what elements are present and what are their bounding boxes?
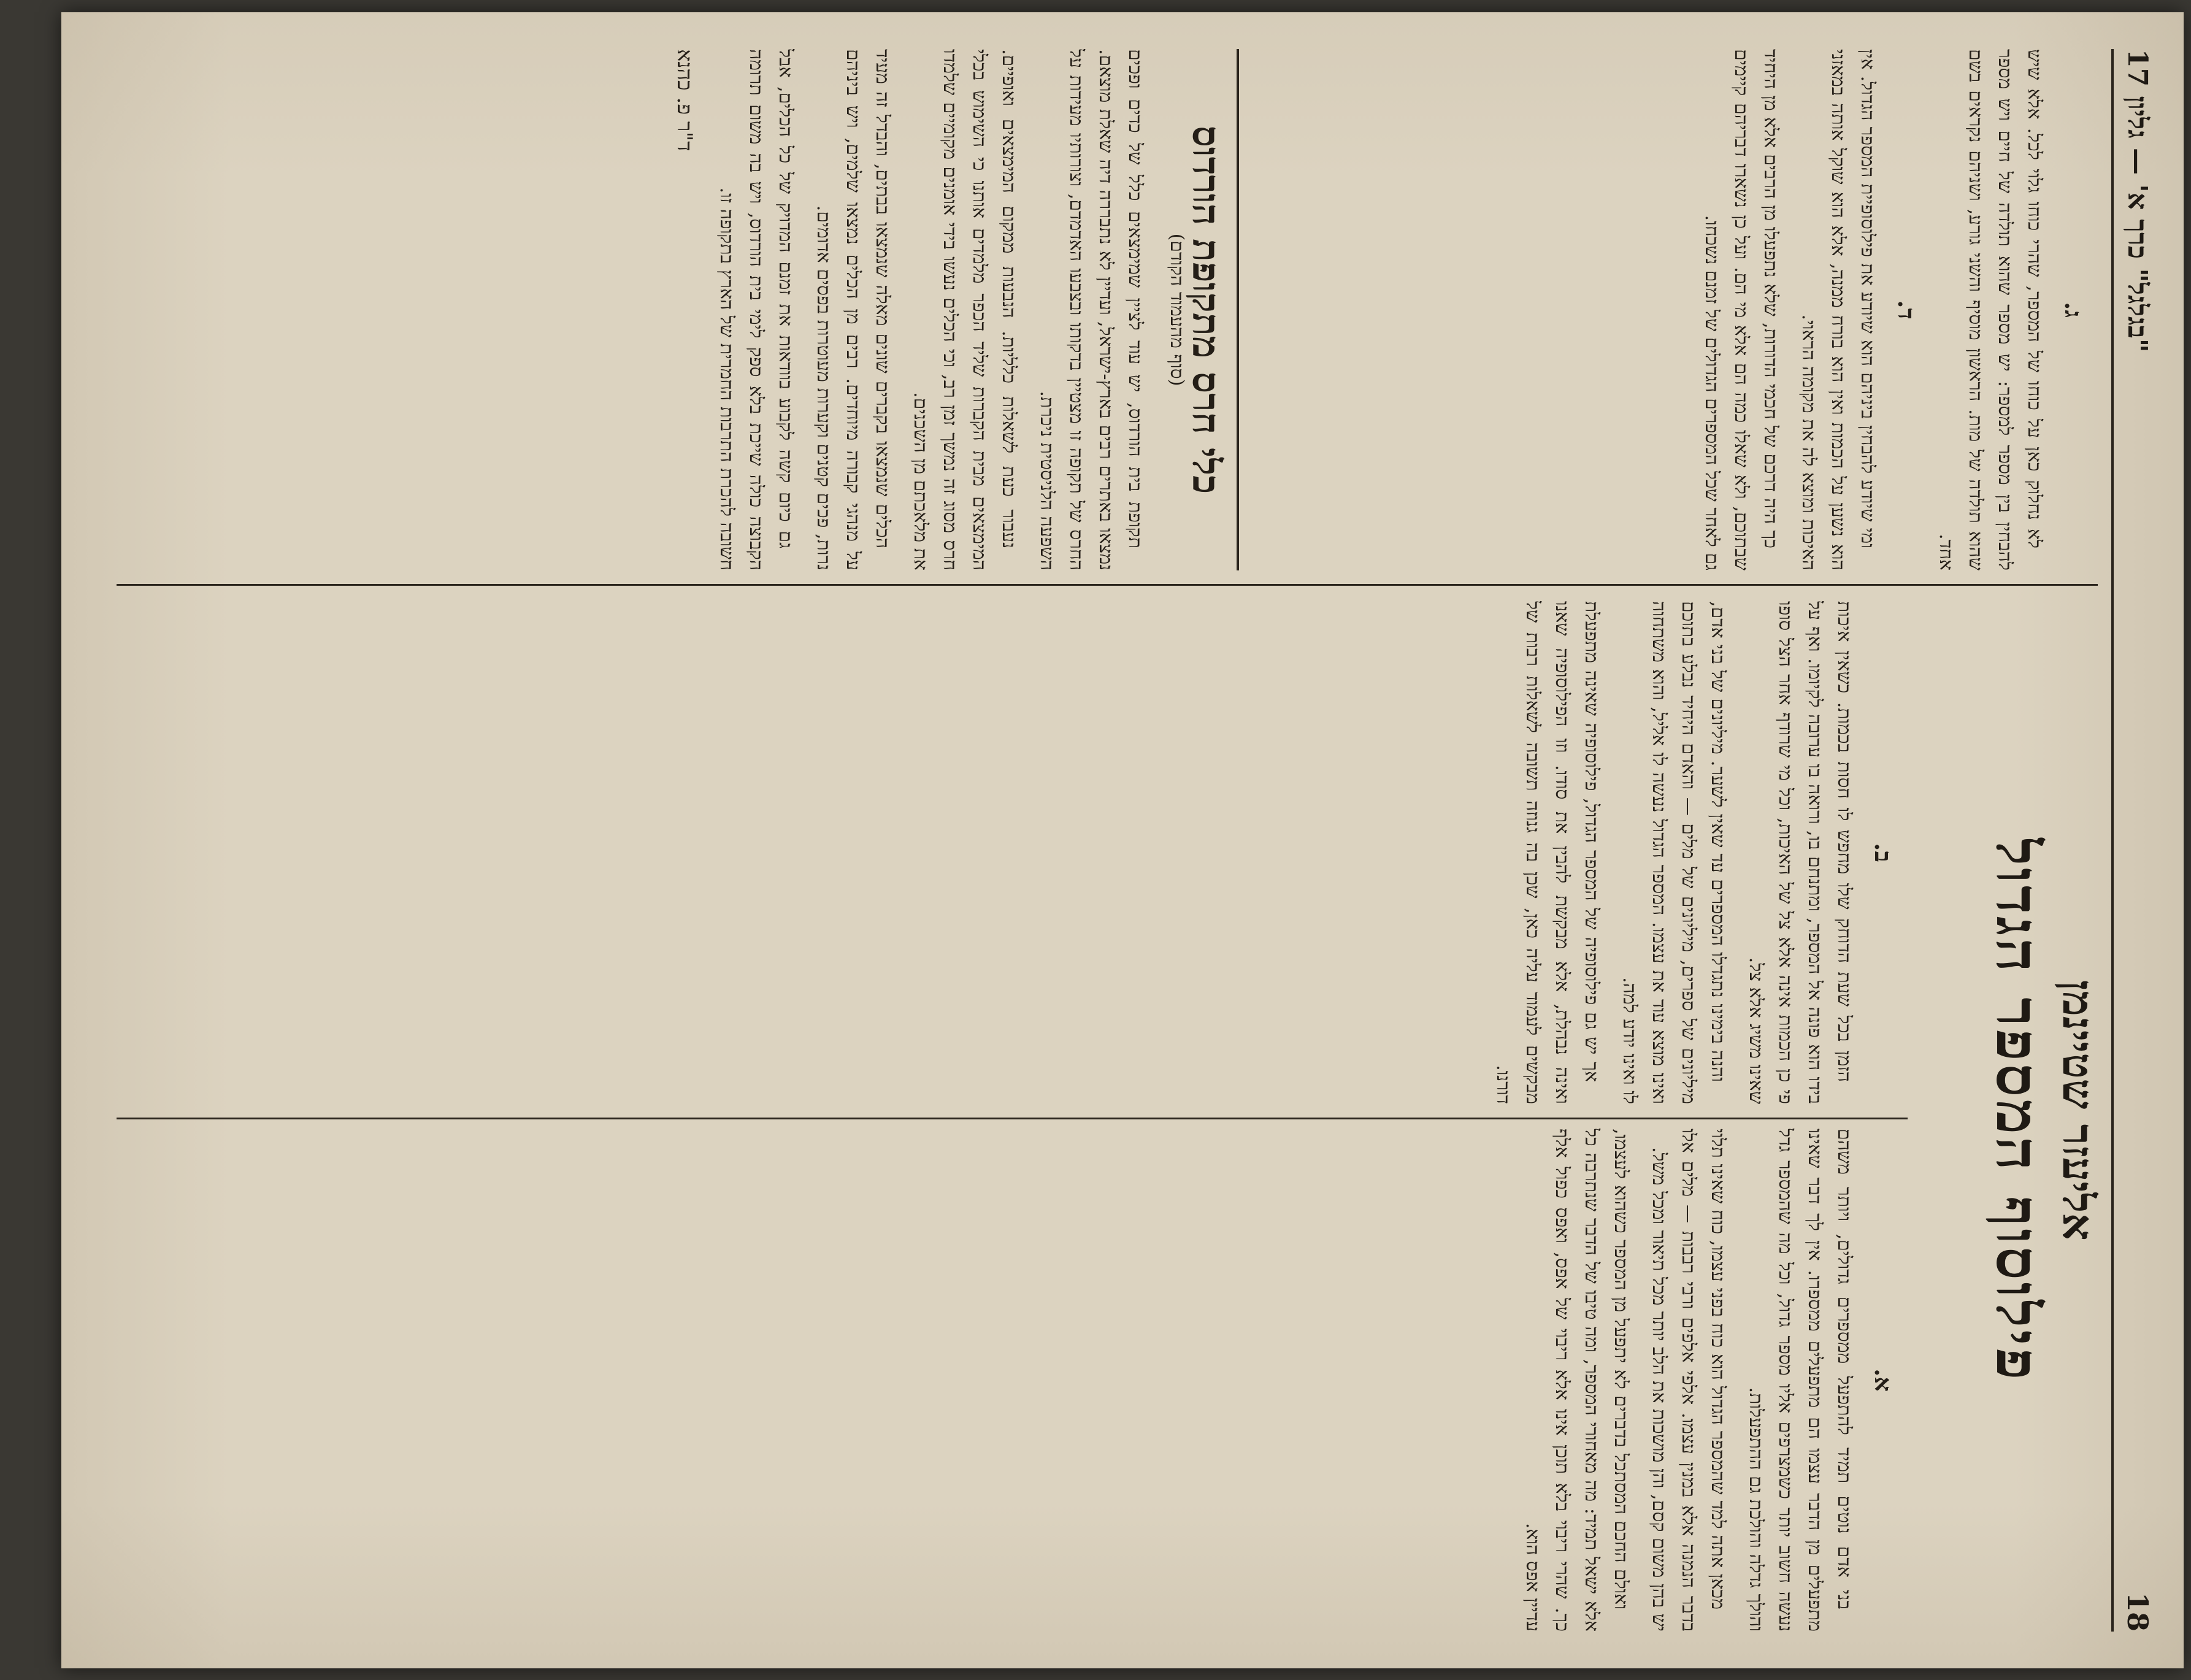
paragraph: אך יש גם פילוסופיה של המספר הגדול, פילוסופיה שאינה מתפעלת ואינה נבהלת, אלא מבקשת להבין את סודו. וזו הפילוסופיה שאנו מבקשים לעמוד עליה כאן, שכן בה גנוזה תשובה לשאלות רבות של דורנו. (1492, 601, 1602, 1104)
article2-column (104, 49, 1229, 570)
paragraph: לא נחלוק כאן על כוחו של המספר, שהרי כוחו גלוי לכל. אלא שיש להבחין בין מספר למספר: יש מספר שהוא תולדה של חיים ויש מספר שהוא תולדה של מות. הראשון מוסיף והשני גורע, ושניהם נקראים בשם אחד. (1935, 49, 2045, 570)
article1-column-1 (104, 1129, 1908, 1632)
column-rule (117, 1118, 1908, 1119)
page-content-rotated (80, 25, 2165, 1656)
column-rule (117, 584, 2098, 586)
section-marker-b: ב. (1870, 843, 1897, 862)
paragraph: גם כיום קשה לקבוע בוודאות את זמנם המדויק של כל הכלים, אבל הקבוצה כולה שייכת בלא ספק לימי בית הורדוס, ויש בה משום תרומה חשובה להכרת התרבות החמרית של הארץ בתקופה זו. (716, 49, 796, 570)
paragraph: ואולם החכם המסתכל בדברים לא יתפעל מן המספר כשהוא לעצמו, אלא ישאל תמיד: מה מאחורי המספר, ומה טיבו של הדבר שנתרבה כל כך. שהרי ריבוי בלא תוכן אינו אלא ריבוי של אפס, ואפס כפול אלף עדיין אפס הוא. (1522, 1129, 1632, 1632)
section-marker-c: ג. (2060, 302, 2087, 318)
section-marker-d: ד. (1893, 300, 1920, 320)
article2-title: כלי חרס מתקופת הורדוס (1184, 125, 1229, 494)
paragraph: כך היה דרכם של חכמי הדורות, שלא נתפעלו מן הרבים אלא מן היחיד שבתוכם, ולא שאלו כמה הם אלא מי הם. ועל כן נשארו דבריהם קיימים גם לאחר שכל המספרים הגדולים של זמנם נשכחו. (1701, 49, 1781, 570)
article-divider (1237, 49, 1239, 570)
article1-author: אליעזר שטיינמן (2053, 980, 2104, 1241)
section-marker-a: א. (1870, 1368, 1897, 1392)
header-rule (2111, 49, 2114, 1632)
article1-title: פילוסוף המספר הגדול (1983, 838, 2052, 1383)
paragraph: והנה בימינו נתגדלו המספרים עד שאין לשער. מיליונים של בני אדם, מיליונים של ספרים, מיליונים של מלים — והאדם היחיד נבלע בתוכם ואינו מוצא עוד את עצמו. המספר הגדול נעשה לו אליל, והוא משתחוה לו ואינו יודע למה. (1619, 601, 1729, 1104)
paragraph: מכאן אתה למד שהמספר הגדול הוא כוח בפני עצמו, כוח שאינו תלוי בדבר הנמנה אלא במנין עצמו. אלפי אלפים ורבי רבבות — מלים אלו יש בהן משום קסם, והן מושכות את הלב יותר מכל תיאור ומכל משל. (1648, 1129, 1729, 1632)
paragraph: הזמן בכל שעת הדוחק שלו מחפש לו חסות בכמות. כשאין איכות בידו הוא פונה אל המספר, ומתנחם בו, ורואה בו ערובה לקיומו. ואף על פי כן הכמות אינה אלא צל של האיכות, וכל מי שרודף אחר הצל סופו שאינו משיג אלא צל. (1745, 601, 1855, 1104)
paragraph: הכלים שנמצאו בקברים שונים מאלה שנמצאו בבתים, והבדל זה מעיד על מנהגי קבורה מיוחדים. רבים מן הכלים נמצאו שלמים, ויש ביניהם נרות, פכים קטנים וקערות מעוטרות בפסים אדומים. (813, 49, 893, 570)
article2-author: ד"ר פ. כהנא (672, 49, 697, 152)
paragraph: ומי שיודע להבחין ביניהם הוא שיודע את פילוסופיית המספר הגדול. אין הוא נשען על הכמות ואין הוא בורח ממנה, אלא הוא שוקל אותה במאזני האיכות ומוצא לה את מקומה הראוי. (1798, 49, 1878, 570)
paragraph: בני אדם נוטים תמיד להתפעל ממספרים גדולים, ויותר משהם מתפעלים מן הדבר עצמו הם מתפעלים ממספרו. אין לך דבר שאינו נעשה חשוב יותר כשמצרפים אליו מספר גדול, וכל מה שהמספר גדל והולך גדלה והולכת גם ההתפעלות. (1745, 1129, 1855, 1632)
article1-column-3 (1251, 49, 2098, 570)
running-header (2116, 49, 2159, 1632)
page-number: 18 (2121, 1592, 2154, 1632)
journal-title: "בגלגל" כרך א' — גליון 17 (2122, 49, 2154, 353)
article2-subtitle: (סוף מהעמוד הקודם) (1166, 233, 1188, 386)
paragraph: תקופת בית הורדוס, יש עוד לציין שמימצאים כלל של כדים ופכים נמצאו באתרים רבים בארץ-ישראל, ועדיין לא נתבררה דיה שאלת מוצאם. החרס של תקופה זו מצטיין בדקותו ובצבעו האדמדם, וצורותיו מעידות על השפעה הלניסטית ניכרת. (1036, 49, 1146, 570)
paragraph: נעבור כעת לשאלות כלליות. הנבעות ממקום המימצאים ואופיים. המימצאים מבית הקברות שליד הכפר מלמדים אותנו כי השימוש בכלי חרס מסוג זה נמשך זמן רב, וכי הכלים נעשו בידי אומנים מקומיים שלמדו את מלאכתם מן השכנים. (910, 49, 1019, 570)
newspaper-page (61, 12, 2184, 1668)
article1-heading (1983, 589, 2104, 1632)
article1-column-2 (104, 601, 1908, 1104)
